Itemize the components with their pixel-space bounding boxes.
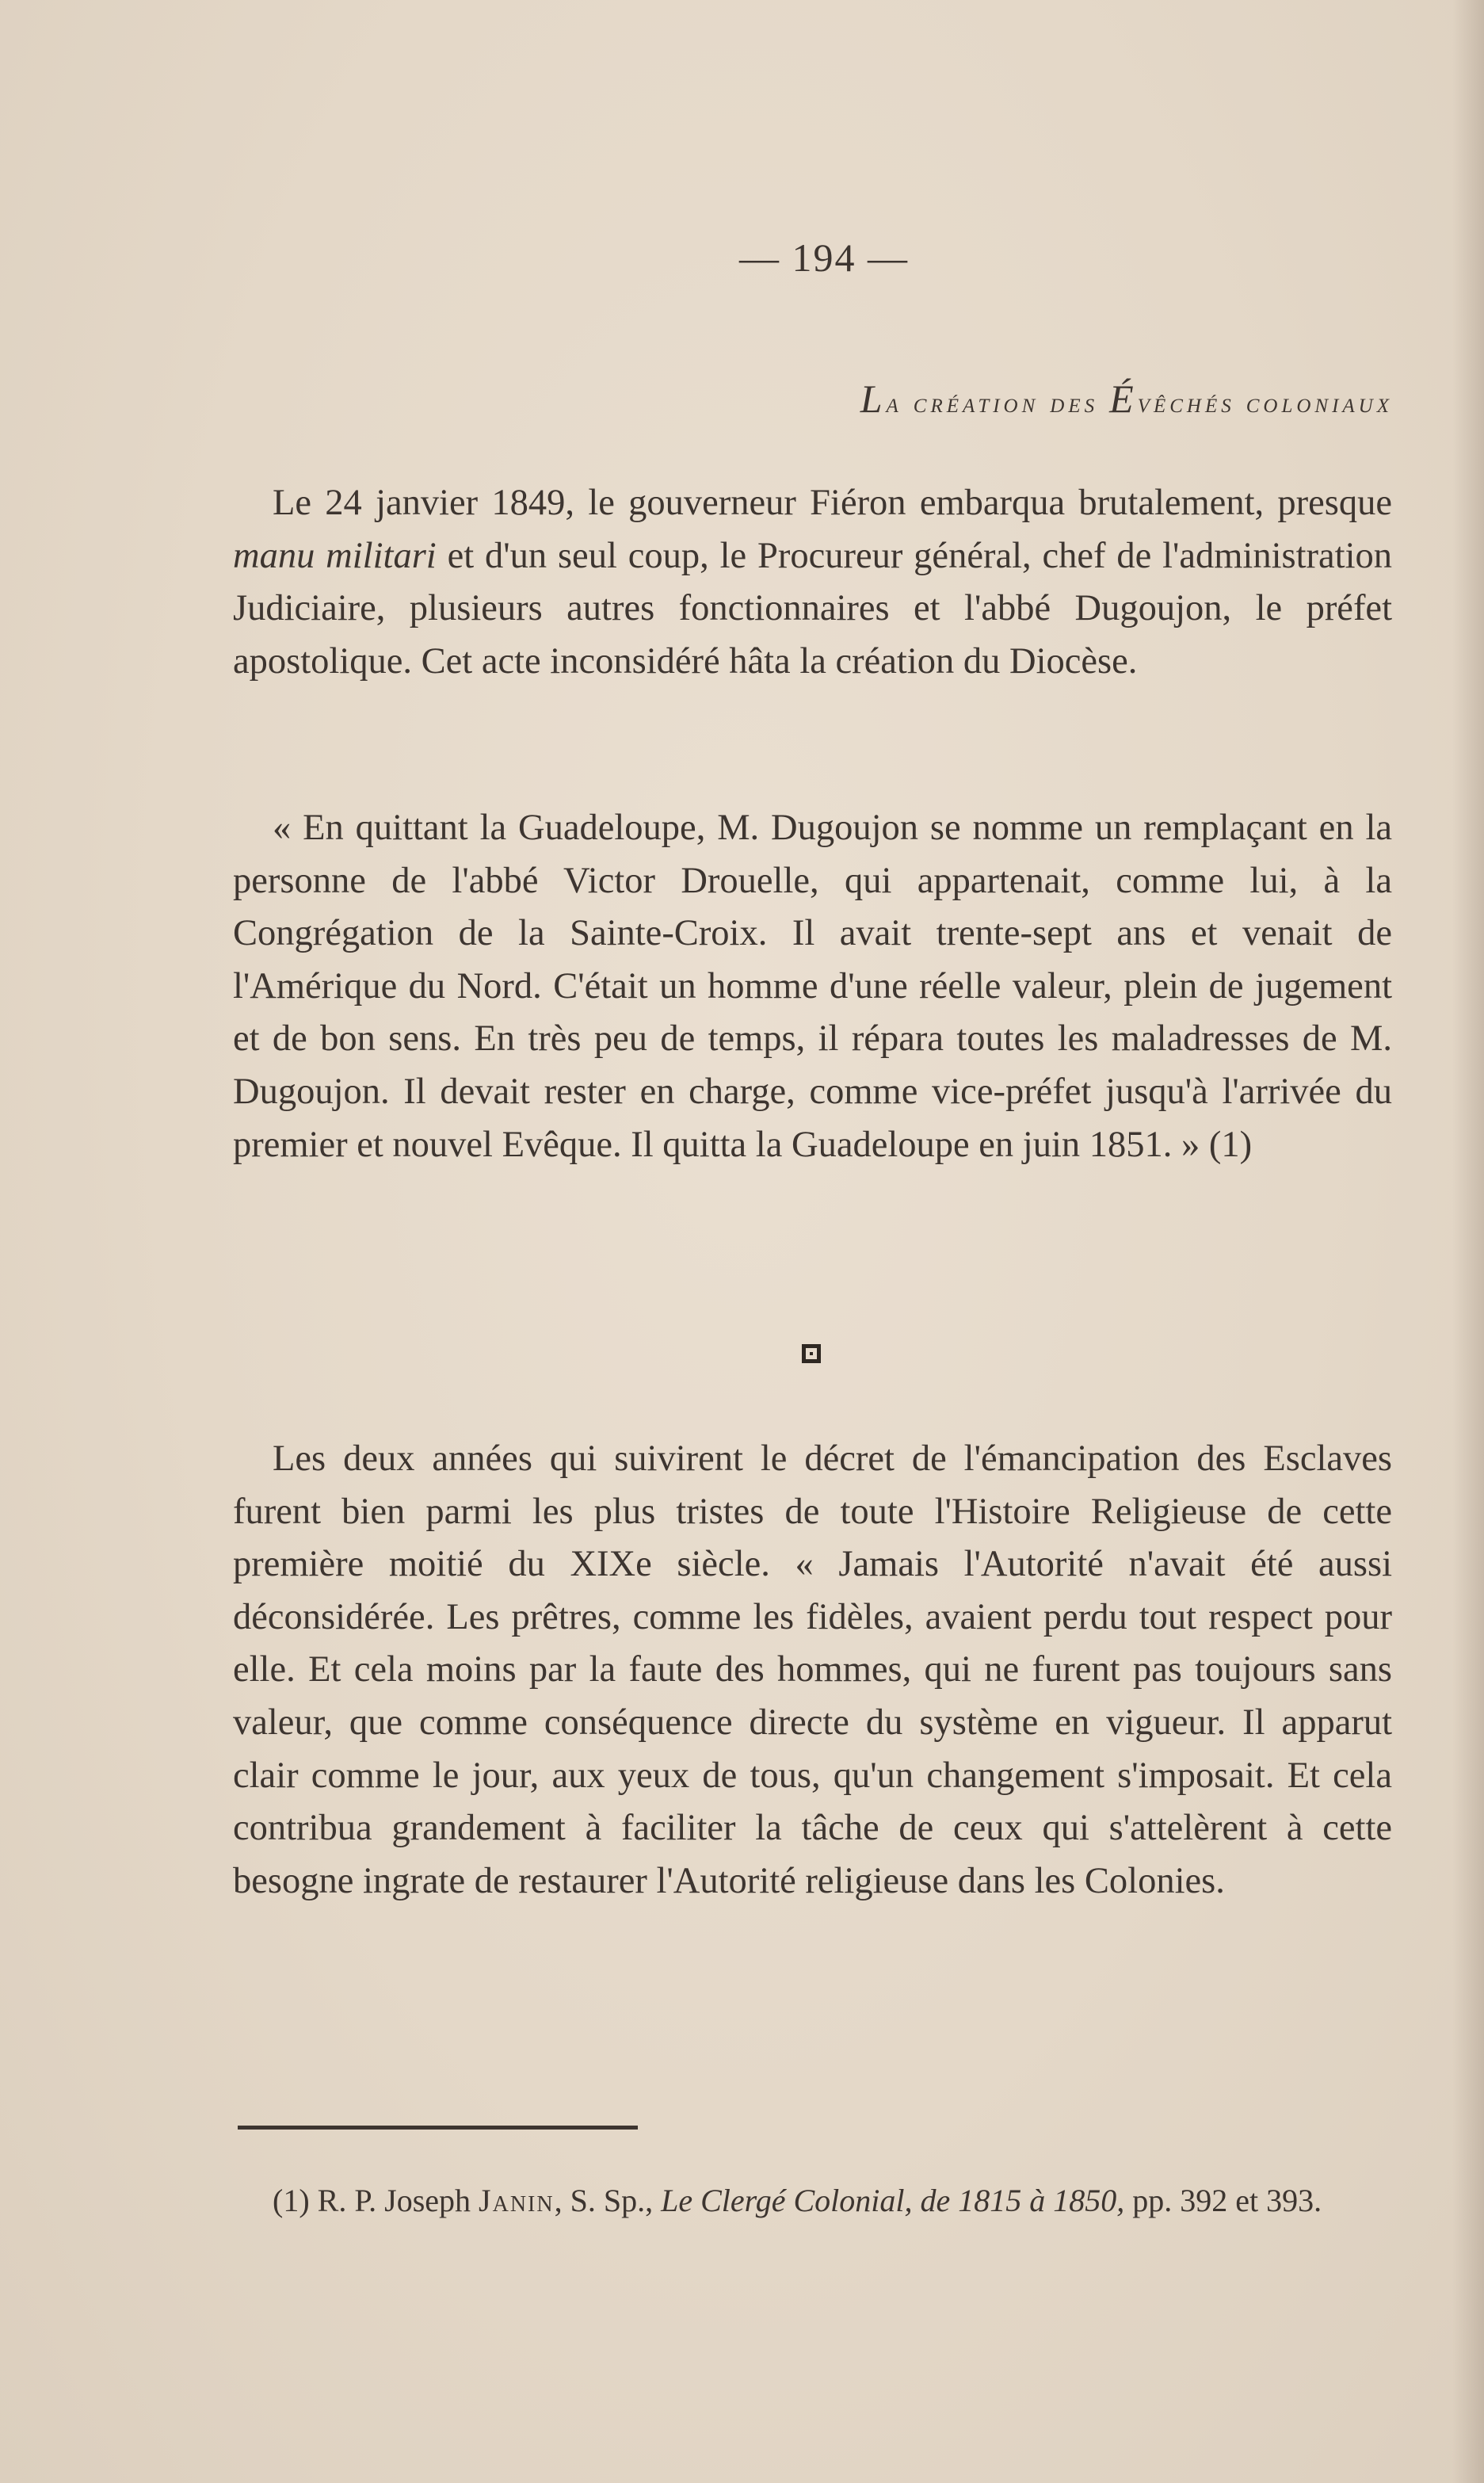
paragraph-1-italic: manu militari bbox=[233, 535, 437, 576]
paragraph-2 bbox=[233, 802, 1392, 1171]
footnote-pages: pp. 392 et 393. bbox=[1124, 2183, 1322, 2218]
footnote-marker: (1) R. P. Joseph bbox=[273, 2183, 479, 2218]
footnote-title: Le Clergé Colonial, de 1815 à 1850, bbox=[661, 2183, 1125, 2218]
chapter-title-initial-2: É bbox=[1109, 376, 1138, 421]
paragraph-3 bbox=[233, 1433, 1392, 1908]
paragraph-1-start: Le 24 janvier 1849, le gouverneur Fiéron embarqua brutalement, presque bbox=[273, 483, 1392, 523]
footnote-author: Janin bbox=[479, 2183, 555, 2218]
paragraph-3-text: Les deux années qui suivirent le décret de l'émancipation des Esclaves furent bien parmi les plus tristes de toute l'Histoire Religieuse de cette première moitié du XIXe siècle. « Jamais l'Autorité n'avait été aussi déconsidérée. Les prêtres, comme les fidèles, avaient perdu tout respect pour elle. Et cela moins par la faute des hommes, qui ne furent pas toujours sans valeur, que comme conséquence directe du système en vigueur. Il apparut clair comme le jour, aux yeux de tous, qu'un changement s'imposait. Et cela contribua grandement à faciliter la tâche de ceux qui s'attelèrent à cette besogne ingrate de restaurer l'Autorité religieuse dans les Colonies. bbox=[233, 1438, 1392, 1901]
chapter-title-initial-1: L bbox=[860, 376, 887, 421]
paragraph-1 bbox=[233, 477, 1392, 688]
chapter-title-part-1: a création des bbox=[886, 387, 1110, 418]
page-edge-shadow bbox=[1452, 0, 1484, 2483]
chapter-title-part-2: vêchés coloniaux bbox=[1137, 387, 1393, 418]
paragraph-1-end: et d'un seul coup, le Procureur général, chef de l'administration Judiciaire, plusieurs autres fonctionnaires et l'abbé Dugoujon, le préfet apostolique. Cet acte inconsidéré hâta la création du Diocèse. bbox=[233, 535, 1393, 682]
page-number: — 194 — bbox=[739, 235, 909, 280]
footnote-divider bbox=[238, 2126, 638, 2130]
footnote-order: , S. Sp., bbox=[554, 2183, 662, 2218]
chapter-title bbox=[860, 376, 1393, 422]
paragraph-2-text: « En quittant la Guadeloupe, M. Dugoujon se nomme un remplaçant en la personne de l'abbé Victor Drouelle, qui appartenait, comme lui, à la Congrégation de la Sainte-Croix. Il avait trente-sept ans et venait de l'Amérique du Nord. C'était un homme d'une réelle valeur, plein de jugement et de bon sens. En très peu de temps, il répara toutes les maladresses de M. Dugoujon. Il devait rester en charge, comme vice-préfet jusqu'à l'arrivée du premier et nouvel Evêque. Il quitta la Guadeloupe en juin 1851. » (1) bbox=[233, 808, 1392, 1165]
footnote bbox=[233, 2179, 1392, 2222]
paragraph-1-text bbox=[233, 477, 1392, 688]
section-separator-icon bbox=[802, 1344, 821, 1363]
